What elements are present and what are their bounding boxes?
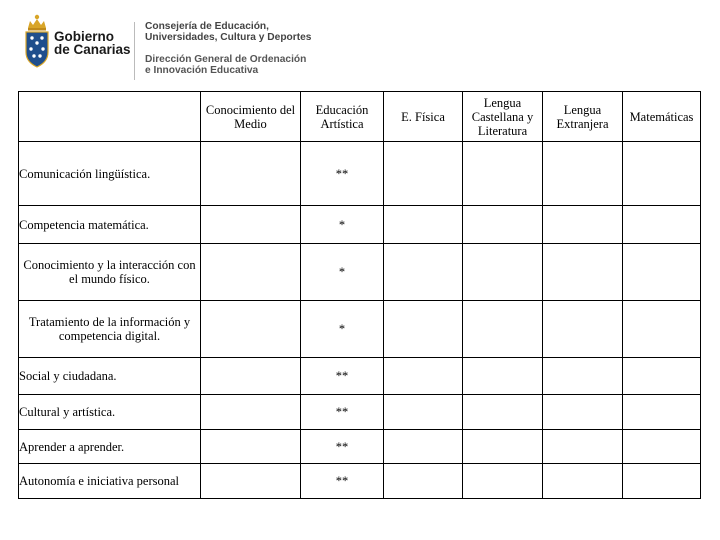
- consejeria-line1: Consejería de Educación,: [145, 21, 269, 32]
- mark-cell: [201, 395, 301, 430]
- mark-cell: [543, 358, 623, 395]
- mark-cell: [201, 206, 301, 244]
- mark-cell: **: [301, 395, 384, 430]
- table-row: [19, 395, 701, 430]
- direccion-line2: e Innovación Educativa: [145, 64, 259, 76]
- corner-cell: [19, 92, 201, 142]
- competence-label: Tratamiento de la información y competencia digital.: [19, 301, 201, 358]
- government-name-line1: Gobierno: [54, 29, 114, 44]
- subject-header: Lengua Extranjera: [543, 92, 623, 142]
- mark-cell: [543, 464, 623, 499]
- subject-header: Educación Artística: [301, 92, 384, 142]
- mark-cell: [384, 464, 463, 499]
- mark-cell: [543, 430, 623, 464]
- competence-label: Aprender a aprender.: [19, 430, 201, 464]
- direccion-name: [145, 55, 306, 77]
- mark-cell: [623, 430, 701, 464]
- subject-header: E. Física: [384, 92, 463, 142]
- government-name-line2: de Canarias: [54, 42, 131, 57]
- mark-cell: **: [301, 358, 384, 395]
- mark-cell: *: [301, 206, 384, 244]
- consejeria-name: [145, 22, 311, 44]
- table-row: [19, 464, 701, 499]
- mark-cell: [463, 395, 543, 430]
- subject-header: Lengua Castellana y Literatura: [463, 92, 543, 142]
- header-divider: [134, 22, 135, 80]
- mark-cell: [623, 244, 701, 301]
- mark-cell: [623, 301, 701, 358]
- mark-cell: [463, 206, 543, 244]
- mark-cell: *: [301, 301, 384, 358]
- direccion-line1: Dirección General de Ordenación: [145, 54, 307, 65]
- mark-cell: [463, 244, 543, 301]
- mark-cell: [384, 244, 463, 301]
- government-name: [54, 30, 131, 56]
- table-row: [19, 430, 701, 464]
- mark-cell: [623, 464, 701, 499]
- mark-cell: [201, 464, 301, 499]
- mark-cell: [543, 142, 623, 206]
- competence-label: Social y ciudadana.: [19, 358, 201, 395]
- coat-of-arms-icon: [22, 12, 52, 70]
- competence-label: Autonomía e iniciativa personal: [19, 464, 201, 499]
- mark-cell: [463, 301, 543, 358]
- mark-cell: [623, 358, 701, 395]
- table-row: [19, 301, 701, 358]
- mark-cell: [384, 206, 463, 244]
- table-row: [19, 358, 701, 395]
- subject-header: Matemáticas: [623, 92, 701, 142]
- mark-cell: [623, 142, 701, 206]
- table-row: [19, 244, 701, 301]
- mark-cell: [384, 301, 463, 358]
- competence-label: Conocimiento y la interacción con el mundo físico.: [19, 244, 201, 301]
- mark-cell: [201, 142, 301, 206]
- table-row: [19, 142, 701, 206]
- mark-cell: [623, 206, 701, 244]
- mark-cell: [543, 301, 623, 358]
- mark-cell: [623, 395, 701, 430]
- competence-label: Competencia matemática.: [19, 206, 201, 244]
- consejeria-line2: Universidades, Cultura y Deportes: [145, 31, 312, 43]
- mark-cell: *: [301, 244, 384, 301]
- mark-cell: **: [301, 142, 384, 206]
- mark-cell: [463, 464, 543, 499]
- competence-label: Cultural y artística.: [19, 395, 201, 430]
- mark-cell: [384, 142, 463, 206]
- mark-cell: [463, 142, 543, 206]
- mark-cell: [384, 358, 463, 395]
- table-header-row: [19, 92, 701, 142]
- mark-cell: [201, 358, 301, 395]
- mark-cell: **: [301, 464, 384, 499]
- mark-cell: [201, 430, 301, 464]
- mark-cell: [543, 206, 623, 244]
- mark-cell: **: [301, 430, 384, 464]
- mark-cell: [543, 395, 623, 430]
- mark-cell: [463, 358, 543, 395]
- subject-header: Conocimiento del Medio: [201, 92, 301, 142]
- mark-cell: [201, 301, 301, 358]
- header: [22, 10, 322, 82]
- table-row: [19, 206, 701, 244]
- mark-cell: [463, 430, 543, 464]
- mark-cell: [384, 430, 463, 464]
- mark-cell: [543, 244, 623, 301]
- mark-cell: [201, 244, 301, 301]
- competences-table: [18, 91, 701, 499]
- mark-cell: [384, 395, 463, 430]
- competence-label: Comunicación lingüística.: [19, 142, 201, 206]
